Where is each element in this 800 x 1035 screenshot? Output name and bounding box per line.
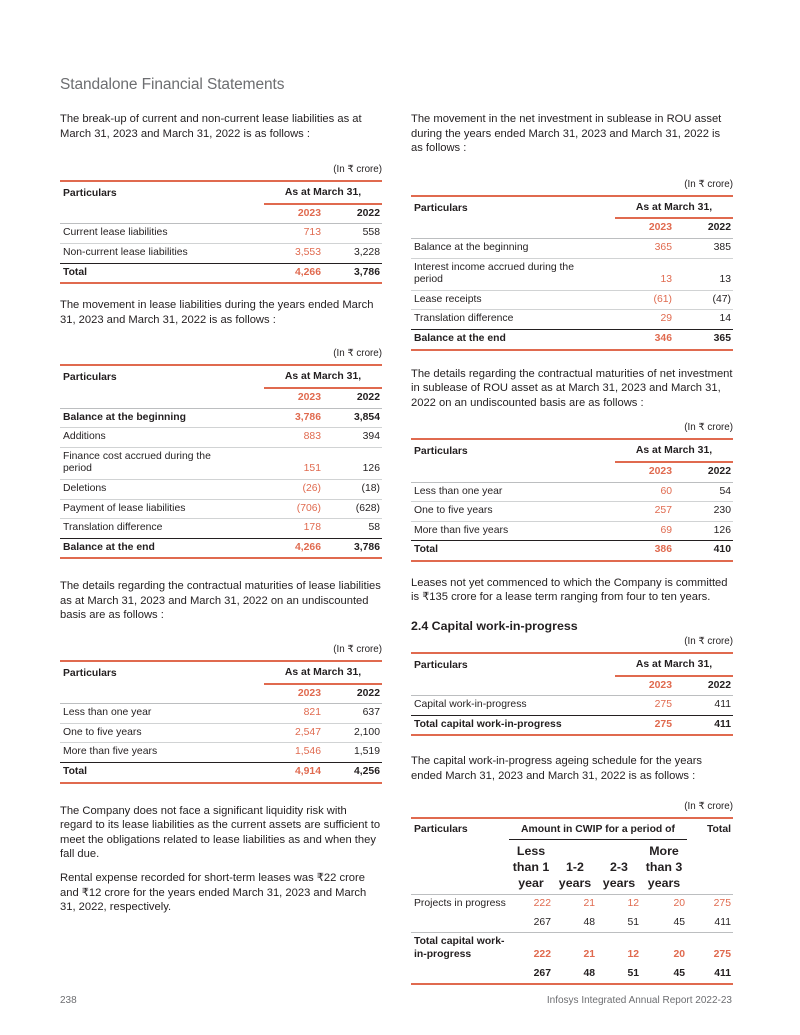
value-current: 21 [583, 949, 595, 960]
value-current: 12 [627, 949, 639, 960]
table-row [60, 519, 382, 539]
cwip-ageing-intro: The capital work-in-progress ageing schedule for the years ended March 31, 2023 and March 31, 2022 is as follows : [411, 755, 703, 783]
lease-maturity-table [60, 660, 382, 784]
row-label: Current lease liabilities [60, 224, 264, 244]
value-previous: 411 [674, 715, 733, 735]
value-previous: 2,100 [323, 723, 382, 743]
sublease-movement-table [411, 195, 733, 351]
col-year-current: 2023 [264, 204, 323, 224]
value-previous: 58 [323, 519, 382, 539]
value-current: 178 [264, 519, 323, 539]
table-row [411, 482, 733, 502]
row-label: Balance at the end [60, 538, 264, 558]
value-previous: 394 [323, 428, 382, 448]
value-previous: 1,519 [323, 743, 382, 763]
row-label: Lease receipts [411, 290, 615, 310]
value-previous: 411 [687, 914, 733, 933]
row-label: Non-current lease liabilities [60, 243, 264, 263]
table-row [60, 428, 382, 448]
lease-breakup-table [60, 180, 382, 284]
col-as-at: As at March 31, [264, 365, 382, 388]
row-label: Interest income accrued during the period [411, 258, 615, 290]
sublease-movement-intro: The movement in the net investment in sublease in ROU asset during the years ended March 31, 2023 and March 31, 2022 is as follows : [411, 113, 722, 155]
value-previous: 54 [674, 482, 733, 502]
table-row [60, 479, 382, 499]
right-column [411, 112, 733, 985]
value-previous: 365 [674, 329, 733, 349]
table-row [60, 224, 382, 244]
total-row [411, 541, 733, 561]
row-label: Translation difference [60, 519, 264, 539]
col-year-previous: 2022 [323, 388, 382, 408]
total-row [60, 263, 382, 283]
col-less-than-1-year: Less than 1 year [509, 840, 553, 895]
cwip-heading: 2.4 Capital work-in-progress [411, 619, 578, 634]
value-previous: 51 [597, 914, 641, 933]
col-particulars: Particulars [411, 653, 615, 676]
col-1-2-years: 1-2 years [553, 840, 597, 895]
col-as-at: As at March 31, [264, 661, 382, 684]
page-title: Standalone Financial Statements [60, 76, 285, 93]
value-current: 2,547 [264, 723, 323, 743]
unit-label: (In ₹ crore) [333, 164, 382, 176]
row-label: Balance at the beginning [411, 238, 615, 258]
row-label: More than five years [60, 743, 264, 763]
col-particulars: Particulars [411, 818, 509, 840]
value-previous: 45 [641, 965, 687, 985]
col-cwip-period: Amount in CWIP for a period of [509, 818, 687, 840]
col-as-at: As at March 31, [615, 653, 733, 676]
value-previous: 410 [674, 541, 733, 561]
table-row [411, 238, 733, 258]
table-row [411, 521, 733, 541]
table-row [60, 743, 382, 763]
value-previous: 126 [674, 521, 733, 541]
total-row [60, 763, 382, 783]
col-more-than-3-years: More than 3 years [641, 840, 687, 895]
col-year-current: 2023 [615, 676, 674, 696]
unit-label: (In ₹ crore) [333, 348, 382, 360]
value-previous: 3,786 [323, 263, 382, 283]
opening-row [60, 408, 382, 428]
value-current: 4,266 [264, 263, 323, 283]
value-current: 275 [713, 949, 731, 960]
col-year-current: 2023 [615, 462, 674, 482]
table-row [60, 723, 382, 743]
value-current: 386 [615, 541, 674, 561]
table-row [411, 502, 733, 522]
total-row [411, 715, 733, 735]
table-row [411, 696, 733, 716]
value-previous: 4,256 [323, 763, 382, 783]
row-label: Less than one year [411, 482, 615, 502]
table-row [60, 499, 382, 519]
sublease-maturity-intro: The details regarding the contractual maturities of net investment in sublease of ROU asset as at March 31, 2023 and March 31, 2022 on an undiscounted basis are as follows : [411, 367, 733, 409]
value-current: 20 [673, 898, 685, 910]
value-previous: (628) [323, 499, 382, 519]
value-previous: 14 [674, 310, 733, 330]
value-current: 21 [583, 898, 595, 910]
cwip-ageing-table [411, 817, 733, 986]
report-name: Infosys Integrated Annual Report 2022-23 [546, 995, 732, 1006]
leases-not-commenced-paragraph: Leases not yet commenced to which the Company is committed is ₹135 crore for a lease term ranging from four to ten years. [411, 576, 728, 604]
unit-label: (In ₹ crore) [684, 636, 733, 648]
total-row [411, 329, 733, 349]
table-row [60, 243, 382, 263]
value-previous: 558 [323, 224, 382, 244]
value-current: 346 [615, 329, 674, 349]
row-label: One to five years [411, 502, 615, 522]
value-current: 883 [264, 428, 323, 448]
row-label: More than five years [411, 521, 615, 541]
value-previous: 3,786 [323, 538, 382, 558]
col-year-previous: 2022 [323, 684, 382, 704]
table-row [411, 310, 733, 330]
value-current: 821 [264, 704, 323, 724]
row-label: Capital work-in-progress [411, 696, 615, 716]
value-current: 275 [713, 898, 731, 910]
liquidity-paragraph: The Company does not face a significant liquidity risk with regard to its lease liabilities as the current assets are sufficient to meet the obligations related to lease liabilities as and when they fall due. [60, 804, 381, 861]
row-label: Total [411, 541, 615, 561]
col-particulars: Particulars [60, 661, 264, 684]
value-current: 4,914 [264, 763, 323, 783]
rental-paragraph: Rental expense recorded for short-term leases was ₹22 crore and ₹12 crore for the years ended March 31, 2023 and March 31, 2022, respectively. [60, 872, 367, 914]
value-current: 275 [615, 696, 674, 716]
row-label: Projects in progress [414, 898, 506, 910]
value-current: 275 [615, 715, 674, 735]
col-year-current: 2023 [264, 684, 323, 704]
col-as-at: As at March 31, [615, 439, 733, 462]
row-label: Balance at the end [411, 329, 615, 349]
value-current: 3,553 [264, 243, 323, 263]
col-year-previous: 2022 [674, 218, 733, 238]
col-year-previous: 2022 [674, 676, 733, 696]
value-current: 12 [627, 898, 639, 910]
row-label: Additions [60, 428, 264, 448]
value-current: 29 [615, 310, 674, 330]
value-previous: 267 [509, 965, 553, 985]
row-label: Less than one year [60, 704, 264, 724]
col-particulars: Particulars [60, 365, 264, 388]
value-previous: 637 [323, 704, 382, 724]
cwip-table [411, 652, 733, 736]
col-particulars: Particulars [411, 196, 615, 219]
unit-label: (In ₹ crore) [333, 644, 382, 656]
row-label: Translation difference [411, 310, 615, 330]
table-row [411, 258, 733, 290]
value-current: 713 [264, 224, 323, 244]
value-current: 151 [264, 447, 323, 479]
col-particulars: Particulars [60, 181, 264, 204]
value-previous: 48 [553, 965, 597, 985]
value-previous: 411 [674, 696, 733, 716]
value-current: 3,786 [264, 408, 323, 428]
value-previous: (47) [674, 290, 733, 310]
value-current: (706) [264, 499, 323, 519]
table-row [411, 290, 733, 310]
table-row [411, 914, 733, 933]
unit-label: (In ₹ crore) [684, 800, 733, 812]
lease-maturity-intro: The details regarding the contractual maturities of lease liabilities as at March 31, 2023 and March 31, 2022 on an undiscounted basis are as follows : [60, 580, 381, 622]
col-as-at: As at March 31, [264, 181, 382, 204]
row-label: Total capital work-in-progress [411, 715, 615, 735]
col-total: Total [687, 818, 733, 840]
row-label: Total capital work-in-progress [414, 936, 505, 960]
value-previous: 13 [674, 258, 733, 290]
col-year-previous: 2022 [323, 204, 382, 224]
value-previous: 51 [597, 965, 641, 985]
col-year-current: 2023 [264, 388, 323, 408]
value-current: 4,266 [264, 538, 323, 558]
col-year-current: 2023 [615, 218, 674, 238]
left-column [60, 112, 382, 915]
value-previous: 48 [553, 914, 597, 933]
col-particulars: Particulars [411, 439, 615, 462]
table-row [411, 895, 733, 914]
total-row [411, 965, 733, 985]
value-current: 365 [615, 238, 674, 258]
row-label: One to five years [60, 723, 264, 743]
table-row [60, 704, 382, 724]
col-2-3-years: 2-3 years [597, 840, 641, 895]
value-previous: 267 [509, 914, 553, 933]
value-previous: (18) [323, 479, 382, 499]
row-label: Total [60, 763, 264, 783]
total-row [60, 538, 382, 558]
table-row [60, 447, 382, 479]
sublease-maturity-table [411, 438, 733, 562]
value-current: 60 [615, 482, 674, 502]
row-label: Total [60, 263, 264, 283]
col-year-previous: 2022 [674, 462, 733, 482]
value-current: (61) [615, 290, 674, 310]
page-number: 238 [60, 995, 77, 1006]
lease-movement-intro: The movement in lease liabilities during the years ended March 31, 2023 and March 31, 2022 is as follows : [60, 299, 374, 326]
lease-movement-table [60, 364, 382, 559]
col-as-at: As at March 31, [615, 196, 733, 219]
value-current: 20 [673, 949, 685, 960]
lease-breakup-intro: The break-up of current and non-current lease liabilities as at March 31, 2023 and March 31, 2022 is as follows : [60, 113, 362, 140]
value-previous: 126 [323, 447, 382, 479]
value-current: 1,546 [264, 743, 323, 763]
value-previous: 3,228 [323, 243, 382, 263]
row-label: Finance cost accrued during the period [60, 447, 264, 479]
value-previous: 411 [687, 965, 733, 985]
unit-label: (In ₹ crore) [684, 422, 733, 434]
value-current: (26) [264, 479, 323, 499]
value-previous: 385 [674, 238, 733, 258]
row-label: Deletions [60, 479, 264, 499]
total-row [411, 933, 733, 965]
value-previous: 3,854 [323, 408, 382, 428]
value-previous: 230 [674, 502, 733, 522]
value-current: 69 [615, 521, 674, 541]
value-current: 222 [533, 898, 551, 910]
unit-label: (In ₹ crore) [684, 178, 733, 190]
value-current: 222 [533, 949, 551, 960]
value-previous: 45 [641, 914, 687, 933]
value-current: 13 [615, 258, 674, 290]
row-label: Balance at the beginning [60, 408, 264, 428]
row-label: Payment of lease liabilities [60, 499, 264, 519]
value-current: 257 [615, 502, 674, 522]
